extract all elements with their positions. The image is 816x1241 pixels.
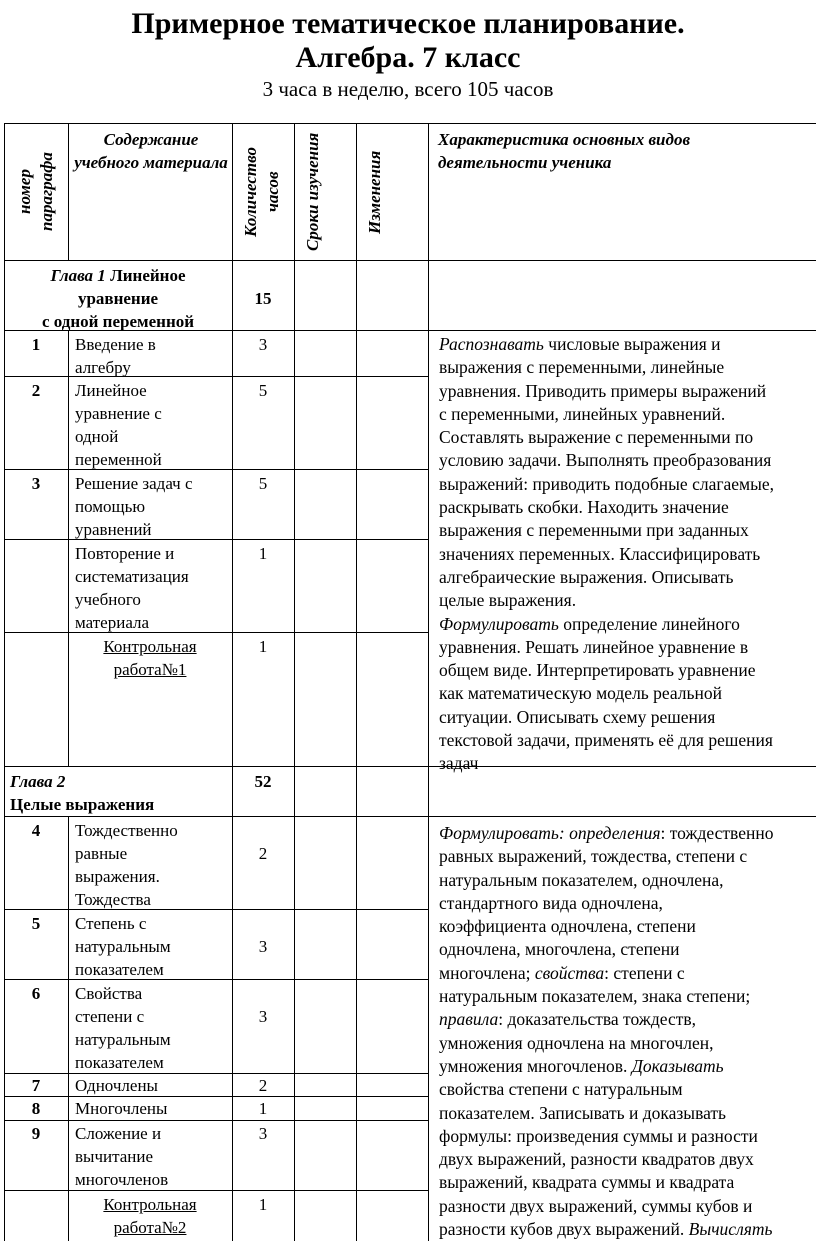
row-hours: 3: [258, 1007, 268, 1026]
row-hours: 5: [258, 381, 268, 400]
chapter2-title: Глава 2 Целые выражения: [10, 772, 155, 814]
row-num: 1: [31, 335, 41, 354]
chapter2-hours: 52: [254, 772, 272, 791]
chapter1-hours: 15: [254, 289, 272, 308]
header-terms: Сроки изучения: [303, 132, 322, 252]
test-2: Контрольная работа№2: [103, 1195, 197, 1237]
row-hours: 3: [258, 1124, 268, 1143]
row-num: 5: [31, 914, 41, 933]
grid-line: [68, 123, 69, 260]
row-topic: Сложение и вычитание многочленов: [75, 1124, 169, 1189]
row-num: 7: [31, 1076, 41, 1095]
header-content: Содержание учебного материала: [74, 130, 228, 172]
row-hours: 3: [258, 937, 268, 956]
row-num: 9: [31, 1124, 41, 1143]
grid-line: [4, 260, 816, 261]
row-hours: 3: [258, 335, 268, 354]
row-num: 4: [31, 821, 41, 840]
row-topic: Решение задач с помощью уравнений: [75, 474, 193, 539]
row-topic: Линейное уравнение с одной переменной: [75, 381, 162, 469]
row-topic: Свойства степени с натуральным показателем: [75, 984, 171, 1072]
chapter2-description: Формулировать: определения: тождественно равных выражений, тождества, степени с натуральным показателем, одночлена, стандартного вида одночлена, коэффициента одночлена, степени одночлена, многочлена, степени многочлена; свойства: степени с натуральным показателем, знака степени; правила: доказательства тождеств, умножения одночлена на многочлен, умножения многочленов. Доказывать свойства степени с натуральным показателем. Записывать и доказывать формулы: произведения суммы и разности двух выражений, разности квадратов двух выражений, квадрата суммы и квадрата разности двух выражений, суммы кубов и разности кубов двух выражений. Вычислять: [439, 823, 774, 1240]
page-title-line1: Примерное тематическое планирование.: [131, 7, 685, 40]
test-1: Контрольная работа№1: [103, 637, 197, 679]
header-changes: Изменения: [365, 150, 384, 234]
test-1-hours: 1: [258, 637, 268, 656]
chapter1-description: Распознавать числовые выражения и выражения с переменными, линейные уравнения. Приводить примеры выражений с переменными, линейных уравнений. Составлять выражение с переменными по условию задачи. Выполнять преобразования выражений: приводить подобные слагаемые, раскрывать скобки. Находить значение выражения с переменными при заданных значениях переменных. Классифицировать алгебраические выражения. Описывать целые выражения. Формулировать определение линейного уравнения. Решать линейное уравнение в общем виде. Интерпретировать уравнение как математическую модель реальной ситуации. Описывать схему решения текстовой задачи, применять её для решения задач: [439, 334, 775, 774]
row-topic: Тождественно равные выражения. Тождества: [75, 821, 178, 909]
row-num: 2: [31, 381, 41, 400]
header-activities: Характеристика основных видов деятельности ученика: [438, 130, 691, 172]
grid-line: [68, 331, 69, 766]
grid-line: [4, 816, 816, 817]
row-hours: 1: [258, 544, 268, 563]
header-num: номер параграфа: [15, 152, 56, 232]
row-topic: Степень с натуральным показателем: [75, 914, 171, 979]
row-num: 6: [31, 984, 41, 1003]
row-topic: Многочлены: [75, 1099, 168, 1118]
row-hours: 5: [258, 474, 268, 493]
row-num: 3: [31, 474, 41, 493]
row-topic: Повторение и систематизация учебного материала: [75, 544, 189, 632]
row-hours: 2: [258, 844, 268, 863]
row-topic: Одночлены: [75, 1076, 158, 1095]
row-hours: 2: [258, 1076, 268, 1095]
grid-line: [4, 123, 816, 124]
row-hours: 1: [258, 1099, 268, 1118]
chapter1-title: Глава 1 Линейное уравнение с одной переменной: [41, 266, 195, 331]
page-title-line2: Алгебра. 7 класс: [295, 41, 521, 74]
row-topic: Введение в алгебру: [75, 335, 156, 377]
test-2-hours: 1: [258, 1195, 268, 1214]
page-subtitle: 3 часа в неделю, всего 105 часов: [262, 77, 554, 101]
grid-line: [4, 1120, 429, 1121]
grid-line: [68, 817, 69, 1241]
header-hours: Количество часов: [241, 146, 282, 238]
row-num: 8: [31, 1099, 41, 1118]
